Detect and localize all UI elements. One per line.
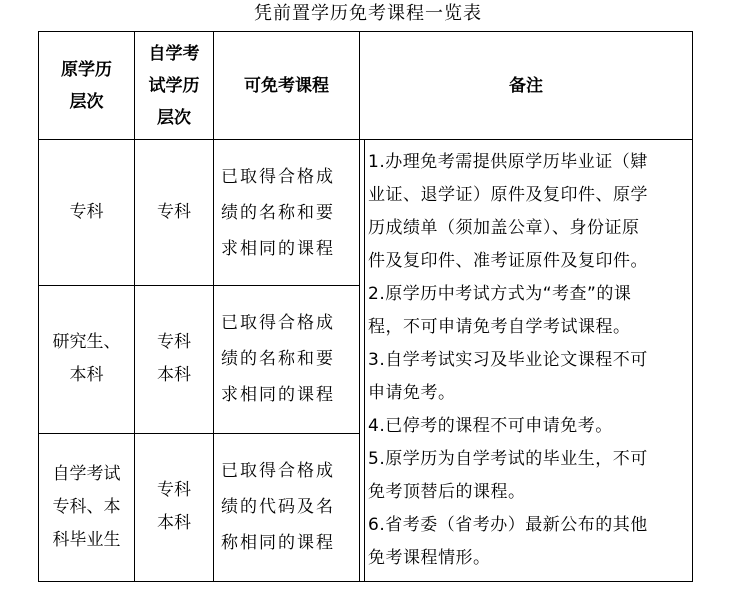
note-item <box>368 410 690 443</box>
note-line: 申请免考。 <box>368 383 456 403</box>
original-level-cell <box>39 140 135 286</box>
exemption-table <box>38 31 693 582</box>
table-row <box>39 140 693 286</box>
note-item <box>368 443 690 509</box>
self-study-level-cell <box>135 286 214 433</box>
cell-line: 称相同的课程 <box>221 533 335 554</box>
cell-line: 自学考试 <box>52 463 121 484</box>
cell-line: 绩的名称和要 <box>221 349 335 370</box>
note-line: 件及复印件、准考证原件及复印件。 <box>368 251 648 271</box>
header-exempt-courses: 可免考课程 <box>214 32 360 140</box>
note-line: 2.原学历中考试方式为“考查”的课 <box>368 284 632 304</box>
exempt-course-cell <box>214 433 360 581</box>
cell-line: 已取得合格成 <box>221 166 335 187</box>
note-item <box>368 509 690 575</box>
cell-line: 专科 <box>69 202 104 223</box>
cell-line: 求相同的课程 <box>221 385 335 406</box>
header-notes: 备注 <box>360 32 693 140</box>
header-line: 试学历 <box>148 75 200 96</box>
exempt-course-cell <box>214 286 360 433</box>
header-original-level <box>39 32 135 140</box>
original-level-cell <box>39 286 135 433</box>
note-line: 历成绩单（须加盖公章）、身份证原 <box>368 218 640 238</box>
note-line: 5.原学历为自学考试的毕业生，不可 <box>368 449 648 469</box>
cell-line: 科毕业生 <box>52 529 121 550</box>
header-line: 自学考 <box>148 43 200 64</box>
note-item <box>368 344 690 410</box>
cell-line: 绩的名称和要 <box>221 202 335 223</box>
cell-line: 本科 <box>69 365 104 386</box>
header-line: 原学历 <box>61 59 112 80</box>
note-line: 3.自学考试实习及毕业论文课程不可 <box>368 350 648 370</box>
note-line: 4.已停考的课程不可申请免考。 <box>368 416 613 436</box>
header-self-study-level <box>135 32 214 140</box>
note-line: 业证、退学证）原件及复印件、原学 <box>368 185 648 205</box>
note-item <box>368 146 690 278</box>
cell-line: 绩的代码及名 <box>221 497 335 518</box>
cell-line: 专科 <box>157 202 191 223</box>
header-line: 层次 <box>69 91 104 112</box>
page-title: 凭前置学历免考课程一览表 <box>254 3 482 24</box>
cell-line: 求相同的课程 <box>221 238 335 259</box>
note-line: 免考课程情形。 <box>368 548 491 568</box>
exempt-course-cell <box>214 140 360 286</box>
cell-line: 已取得合格成 <box>221 461 335 482</box>
cell-line: 专科、本 <box>52 496 121 517</box>
notes-box <box>364 140 692 581</box>
cell-line: 专科 <box>157 332 191 353</box>
cell-line: 研究生、 <box>52 332 121 353</box>
cell-line: 专科 <box>157 480 191 501</box>
note-line: 1.办理免考需提供原学历毕业证（肄 <box>368 152 648 172</box>
note-item <box>368 278 690 344</box>
note-line: 程，不可申请免考自学考试课程。 <box>368 317 631 337</box>
self-study-level-cell <box>135 140 214 286</box>
cell-line: 本科 <box>157 365 191 386</box>
note-line: 免考顶替后的课程。 <box>368 482 526 502</box>
self-study-level-cell <box>135 433 214 581</box>
header-line: 层次 <box>157 107 191 128</box>
notes-cell <box>360 140 693 582</box>
note-line: 6.省考委（省考办）最新公布的其他 <box>368 515 648 535</box>
table-header-row <box>39 32 693 140</box>
cell-line: 本科 <box>157 513 191 534</box>
cell-line: 已取得合格成 <box>221 313 335 334</box>
original-level-cell <box>39 433 135 581</box>
